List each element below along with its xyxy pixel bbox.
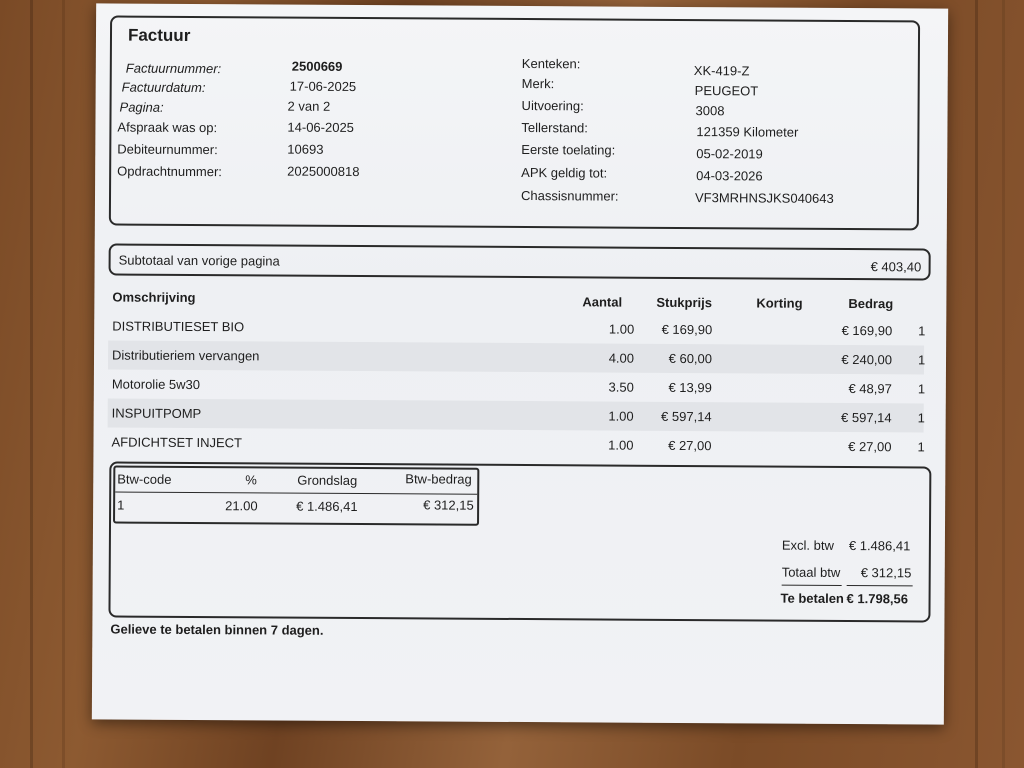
line-quantity: 3.50 [608,379,634,395]
line-description: INSPUITPOMP [111,405,202,422]
value-uitvoering: 3008 [695,103,725,119]
line-quantity: 4.00 [608,350,635,366]
vat-row-pct: 21.00 [225,498,258,514]
col-header-bedrag: Bedrag [848,296,894,312]
col-header-stukprijs: Stukprijs [656,294,713,311]
invoice-title: Factuur [127,25,191,45]
label-tellerstand: Tellerstand: [521,120,588,136]
label-merk: Merk: [521,76,555,92]
line-vat-code: 1 [917,439,925,455]
label-apk: APK geldig tot: [521,165,608,181]
vat-row-bedrag: € 312,15 [423,497,474,513]
line-vat-code: 1 [917,381,926,397]
te-betalen-label: Te betalen [780,590,844,606]
payment-note: Gelieve te betalen binnen 7 dagen. [110,621,324,638]
line-description: DISTRIBUTIESET BIO [112,318,245,335]
label-factuurnummer: Factuurnummer: [125,60,222,77]
invoice-sheet [92,3,948,724]
vat-header-grondslag: Grondslag [297,472,358,489]
vat-row-grondslag: € 1.486,41 [296,498,358,515]
col-header-omschrijving: Omschrijving [112,289,196,306]
value-debiteurnummer: 10693 [287,141,324,157]
line-vat-code: 1 [918,323,926,339]
line-unit-price: € 60,00 [668,350,713,367]
label-kenteken: Kenteken: [521,56,581,72]
line-vat-code: 1 [917,410,925,426]
value-factuurdatum: 17-06-2025 [289,78,357,94]
value-factuurnummer: 2500669 [291,58,343,74]
subtotal-label: Subtotaal van vorige pagina [118,252,280,269]
vat-header-pct: % [245,472,257,488]
col-header-aantal: Aantal [582,294,623,310]
te-betalen-value: € 1.798,56 [846,590,909,607]
label-afspraak: Afspraak was op: [117,119,218,136]
value-tellerstand: 121359 Kilometer [696,124,799,140]
line-amount: € 597,14 [841,409,892,426]
vat-row-code: 1 [117,497,125,513]
excl-btw-label: Excl. btw [781,537,834,553]
value-opdrachtnummer: 2025000818 [287,163,360,180]
label-factuurdatum: Factuurdatum: [121,79,206,96]
line-vat-code: 1 [917,352,926,368]
totaal-btw-label: Totaal btw [781,564,841,580]
col-header-korting: Korting [756,295,803,311]
label-uitvoering: Uitvoering: [521,98,584,114]
line-description: Motorolie 5w30 [111,376,201,393]
line-amount: € 27,00 [848,439,892,455]
label-chassisnummer: Chassisnummer: [520,188,619,204]
vat-header-bedrag: Btw-bedrag [405,471,472,487]
value-apk: 04-03-2026 [696,168,763,184]
line-description: AFDICHTSET INJECT [111,434,243,451]
vat-header-code: Btw-code [117,471,172,487]
line-unit-price: € 169,90 [661,321,713,338]
line-quantity: 1.00 [608,437,634,453]
value-kenteken: XK-419-Z [693,63,750,79]
subtotal-value: € 403,40 [870,259,922,275]
line-amount: € 48,97 [848,381,892,397]
value-pagina: 2 van 2 [287,98,331,114]
value-eerste-toelating: 05-02-2019 [696,146,763,162]
value-chassisnummer: VF3MRHNSJKS040643 [694,190,834,206]
line-description: Distributieriem vervangen [112,347,260,364]
table-row [107,427,923,461]
line-amount: € 240,00 [841,351,893,368]
value-merk: PEUGEOT [694,83,759,99]
line-quantity: 1.00 [608,408,634,424]
label-opdrachtnummer: Opdrachtnummer: [117,163,222,180]
line-unit-price: € 27,00 [668,437,712,454]
line-amount: € 169,90 [841,322,893,339]
line-unit-price: € 13,99 [668,379,712,396]
totaal-btw-value: € 312,15 [860,565,912,581]
vat-table-divider [115,492,477,495]
line-quantity: 1.00 [608,321,635,337]
excl-btw-value: € 1.486,41 [848,538,911,554]
line-unit-price: € 597,14 [661,408,712,425]
label-pagina: Pagina: [119,99,164,115]
label-debiteurnummer: Debiteurnummer: [117,141,218,158]
label-eerste-toelating: Eerste toelating: [521,142,616,158]
value-afspraak: 14-06-2025 [287,119,354,135]
